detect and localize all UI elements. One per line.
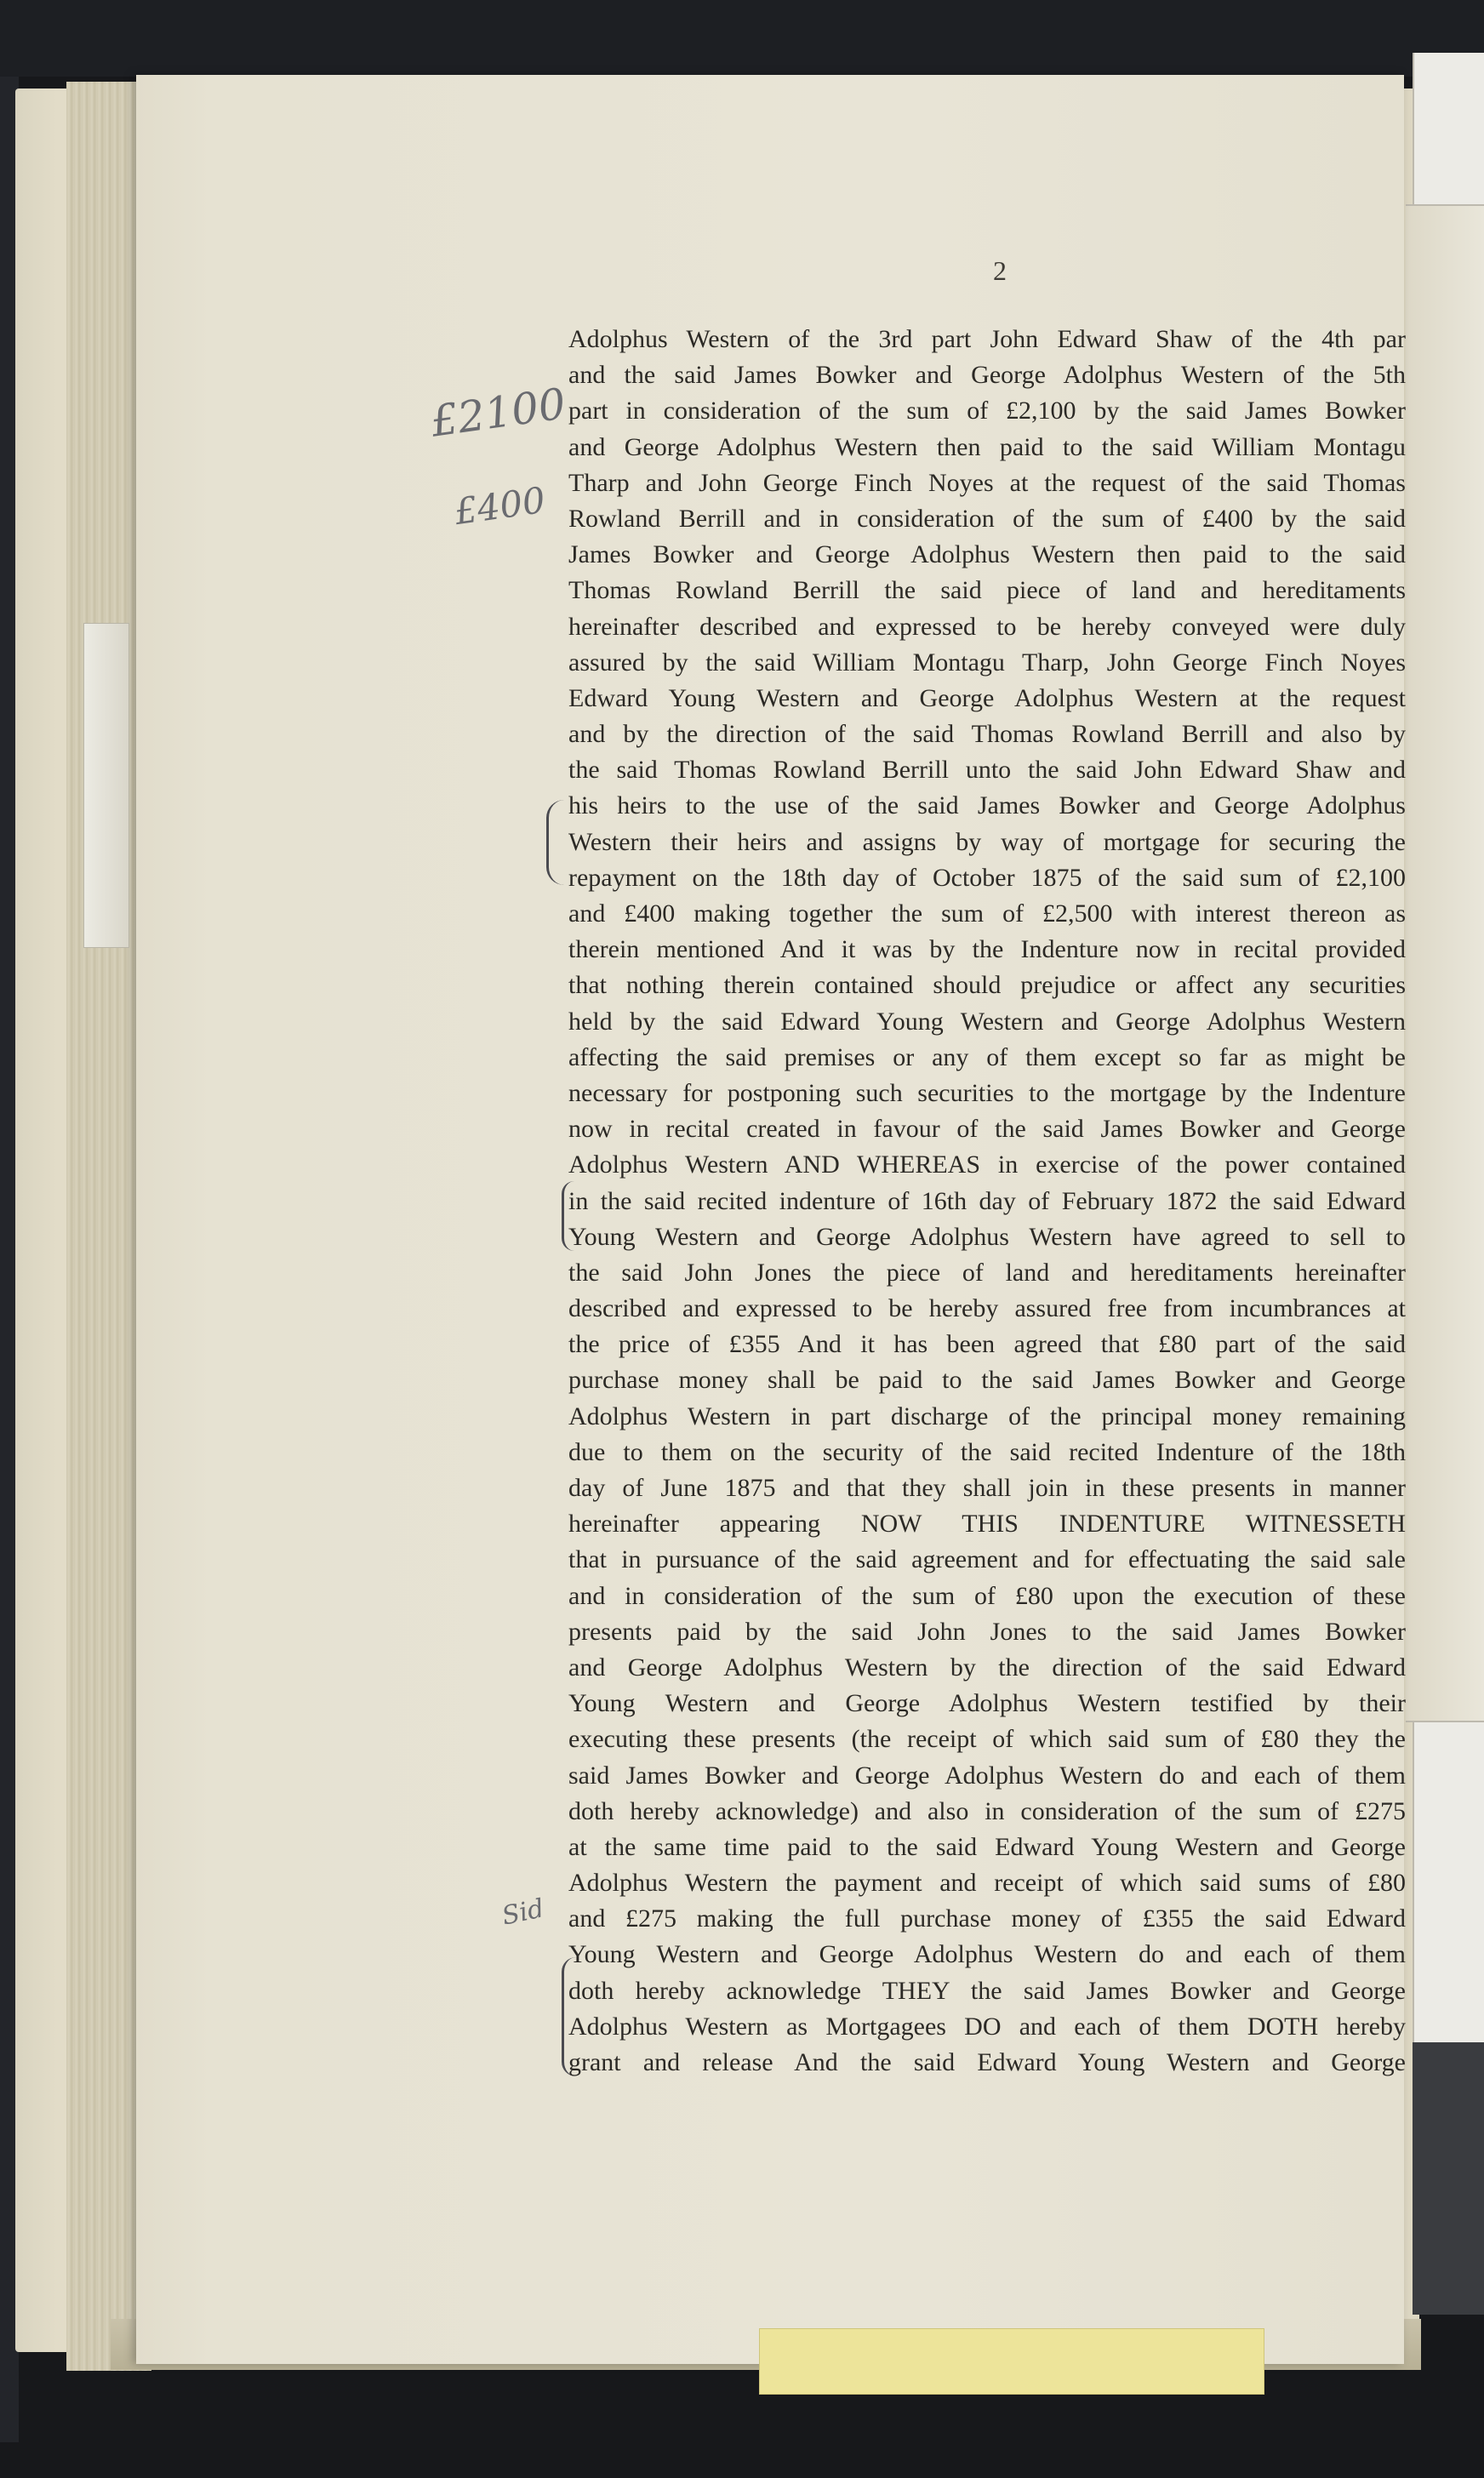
- text-line: hereinafter described and expressed to be hereby conveyed were duly: [568, 612, 1406, 641]
- text-line: Thomas Rowland Berrill the said piece of land and hereditaments: [568, 576, 1406, 605]
- page-number: 2: [993, 255, 1007, 286]
- text-line: Tharp and John George Finch Noyes at the request of the said Thomas: [568, 468, 1406, 497]
- text-line: and £400 making together the sum of £2,500 with interest thereon as: [568, 899, 1406, 928]
- text-line: the said John Jones the piece of land and hereditaments hereinafter: [568, 1258, 1406, 1287]
- text-line: affecting the said premises or any of them except so far as might be: [568, 1042, 1406, 1071]
- text-line: hereinafter appearing NOW THIS INDENTURE WITNESSETH: [568, 1510, 1406, 1539]
- margin-bracket-mortgage: [546, 800, 564, 885]
- text-line: held by the said Edward Young Western and George Adolphus Western: [568, 1007, 1406, 1036]
- text-line: said James Bowker and George Adolphus Western do and each of them: [568, 1761, 1406, 1790]
- text-line: purchase money shall be paid to the said James Bowker and George: [568, 1366, 1406, 1395]
- paper-tab-left: [83, 623, 129, 948]
- text-line: at the same time paid to the said Edward Young Western and George: [568, 1832, 1406, 1861]
- text-line: the said Thomas Rowland Berrill unto the said John Edward Shaw and: [568, 756, 1406, 785]
- text-line: and by the direction of the said Thomas Rowland Berrill and also by: [568, 720, 1406, 749]
- text-line: therein mentioned And it was by the Indenture now in recital provided: [568, 935, 1406, 964]
- text-line: and £275 making the full purchase money of £355 the said Edward: [568, 1904, 1406, 1933]
- text-line: Adolphus Western in part discharge of the principal money remaining: [568, 1402, 1406, 1430]
- text-line: doth hereby acknowledge) and also in consideration of the sum of £275: [568, 1796, 1406, 1825]
- text-line: that nothing therein contained should prejudice or affect any securities: [568, 971, 1406, 1000]
- text-line: and in consideration of the sum of £80 upon the execution of these: [568, 1581, 1406, 1610]
- text-line: and George Adolphus Western by the direction of the said Edward: [568, 1653, 1406, 1682]
- text-line: now in recital created in favour of the said James Bowker and George: [568, 1115, 1406, 1144]
- text-line: Young Western and George Adolphus Western do and each of them: [568, 1940, 1406, 1969]
- text-line: and the said James Bowker and George Adolphus Western of the 5th: [568, 361, 1406, 390]
- text-line: and George Adolphus Western then paid to the said William Montagu: [568, 432, 1406, 461]
- text-line: due to them on the security of the said recited Indenture of the 18th: [568, 1437, 1406, 1466]
- text-line: his heirs to the use of the said James Bowker and George Adolphus: [568, 791, 1406, 820]
- text-line: executing these presents (the receipt of which said sum of £80 they the: [568, 1725, 1406, 1754]
- text-line: Edward Young Western and George Adolphus Western at the request: [568, 683, 1406, 712]
- margin-note-amount-400: £400: [452, 478, 548, 534]
- document-text-block: [568, 322, 1406, 2081]
- margin-note-initials: Sid: [499, 1893, 547, 1932]
- text-line: part in consideration of the sum of £2,100 by the said James Bowker: [568, 397, 1406, 425]
- text-line: Young Western and George Adolphus Western have agreed to sell to: [568, 1222, 1406, 1251]
- text-line: Adolphus Western as Mortgagees DO and each of them DOTH hereby: [568, 2012, 1406, 2041]
- right-insert-shadow: [1413, 2042, 1484, 2315]
- text-line: assured by the said William Montagu Tharp, John George Finch Noyes: [568, 648, 1406, 677]
- text-line: Rowland Berrill and in consideration of the sum of £400 by the said: [568, 504, 1406, 533]
- margin-note-amount-2100: £2100: [427, 379, 569, 447]
- right-insert-strip: [1406, 204, 1484, 1722]
- text-line: presents paid by the said John Jones to the said James Bowker: [568, 1617, 1406, 1646]
- text-line: repayment on the 18th day of October 1875 of the said sum of £2,100: [568, 863, 1406, 892]
- text-line: James Bowker and George Adolphus Western then paid to the said: [568, 540, 1406, 569]
- text-line: necessary for postponing such securities to the mortgage by the Indenture: [568, 1078, 1406, 1107]
- yellow-label-tab: [759, 2328, 1264, 2395]
- text-line: Adolphus Western the payment and receipt of which said sums of £80: [568, 1869, 1406, 1898]
- text-line: the price of £355 And it has been agreed that £80 part of the said: [568, 1330, 1406, 1359]
- text-line: Young Western and George Adolphus Western testified by their: [568, 1689, 1406, 1718]
- text-line: described and expressed to be hereby assured free from incumbrances at: [568, 1294, 1406, 1323]
- text-line: Western their heirs and assigns by way of mortgage for securing the: [568, 827, 1406, 856]
- text-line: day of June 1875 and that they shall join in these presents in manner: [568, 1474, 1406, 1502]
- text-line: grant and release And the said Edward Young Western and George: [568, 2048, 1406, 2076]
- text-line: Adolphus Western of the 3rd part John Edward Shaw of the 4th par: [568, 325, 1406, 353]
- text-line: in the said recited indenture of 16th day of February 1872 the said Edward: [568, 1186, 1406, 1215]
- text-line: that in pursuance of the said agreement and for effectuating the said sale: [568, 1545, 1406, 1574]
- book-cover-top: [0, 0, 1484, 77]
- text-line: doth hereby acknowledge THEY the said James Bowker and George: [568, 1976, 1406, 2005]
- text-line: Adolphus Western AND WHEREAS in exercise of the power contained: [568, 1150, 1406, 1179]
